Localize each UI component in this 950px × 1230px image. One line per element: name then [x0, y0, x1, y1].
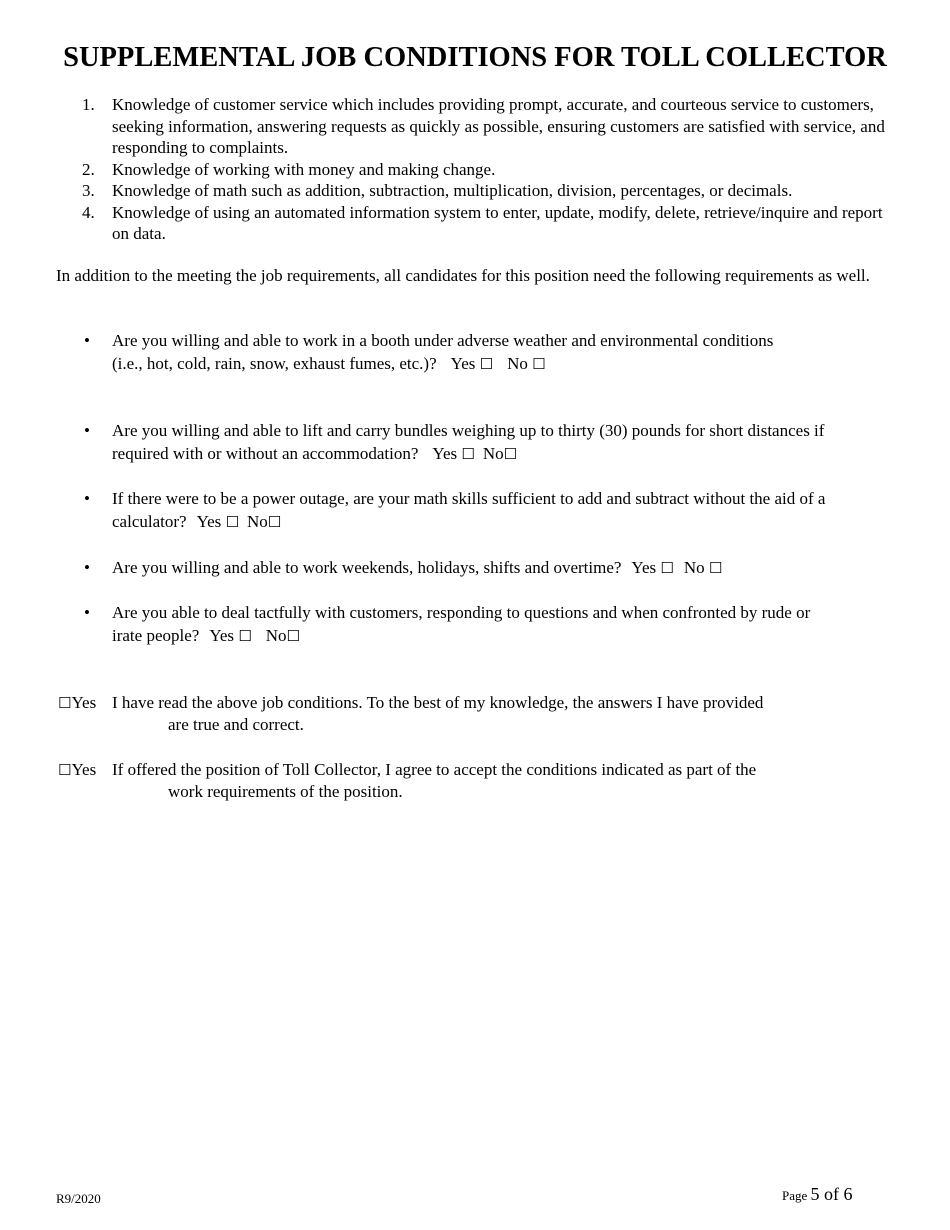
- confirm-yes-label: Yes: [71, 693, 97, 712]
- condition-line: (i.e., hot, cold, rain, snow, exhaust fumes, etc.)?: [112, 353, 437, 373]
- checkbox-icon[interactable]: ☐: [503, 444, 518, 463]
- condition-line: Are you willing and able to work weekends, holidays, shifts and overtime?: [112, 558, 622, 577]
- page-title: SUPPLEMENTAL JOB CONDITIONS FOR TOLL COLLECTOR: [63, 42, 887, 73]
- requirement-text: Knowledge of customer service which includes providing prompt, accurate, and courteous service to customers, seeking information, answering requests as quickly as possible, ensuring customers are satisfied with service, and responding to complaints.: [112, 95, 885, 157]
- checkbox-icon[interactable]: ☐: [532, 354, 546, 373]
- checkbox-icon[interactable]: ☐: [238, 626, 252, 645]
- no-label: No: [683, 558, 705, 577]
- confirmation-text: I have read the above job conditions. To the best of my knowledge, the answers I have provided: [112, 693, 764, 712]
- condition-line: Are you willing and able to lift and carry bundles weighing up to thirty (30) pounds for short distances if: [112, 421, 825, 440]
- confirmation-text: work requirements of the position.: [168, 782, 403, 801]
- no-option[interactable]: [507, 354, 545, 373]
- yes-option[interactable]: [451, 354, 493, 373]
- page-number: 5 of 6: [810, 1184, 853, 1204]
- condition-line: Are you willing and able to work in a booth under adverse weather and environmental conditions: [112, 331, 774, 350]
- checkbox-icon[interactable]: ☐: [660, 559, 674, 577]
- no-label: No: [482, 443, 504, 463]
- yes-label: Yes: [209, 625, 235, 645]
- yes-label: Yes: [450, 353, 476, 373]
- condition-line: irate people?: [112, 625, 200, 645]
- yes-option[interactable]: [197, 512, 239, 531]
- no-label: No: [507, 353, 528, 373]
- revision-code: R9/2020: [56, 1191, 101, 1206]
- confirmation-text: are true and correct.: [168, 715, 304, 734]
- no-option[interactable]: [247, 512, 281, 531]
- condition-line: calculator?: [112, 511, 187, 531]
- requirement-number: 3.: [82, 181, 95, 200]
- confirm-yes-label: Yes: [71, 760, 97, 779]
- bullet-icon: •: [84, 331, 90, 350]
- condition-item-lifting: [82, 420, 902, 465]
- requirement-number: 2.: [82, 159, 95, 179]
- page-label: Page: [782, 1188, 808, 1203]
- bullet-icon: •: [84, 558, 90, 577]
- checkbox-icon[interactable]: ☐: [708, 559, 723, 577]
- requirement-item: [82, 159, 902, 181]
- page-indicator: [782, 1184, 853, 1207]
- yes-option[interactable]: [432, 444, 474, 463]
- yes-label: Yes: [196, 511, 222, 531]
- bullet-icon: •: [84, 421, 90, 440]
- checkbox-icon[interactable]: ☐: [267, 512, 282, 531]
- condition-item-schedule: [82, 557, 902, 580]
- yes-label: Yes: [432, 443, 458, 463]
- yes-option[interactable]: [209, 626, 251, 645]
- no-option[interactable]: [266, 626, 300, 645]
- bullet-icon: •: [84, 603, 90, 622]
- intro-paragraph: In addition to the meeting the job requirements, all candidates for this position need the following requirements as well.: [56, 266, 870, 285]
- no-label: No: [247, 511, 268, 531]
- condition-line: If there were to be a power outage, are your math skills sufficient to add and subtract without the aid of a: [112, 489, 826, 508]
- requirement-number: 1.: [82, 95, 95, 114]
- condition-item-customers: [82, 602, 902, 647]
- no-label: No: [265, 625, 287, 645]
- yes-option[interactable]: [631, 558, 673, 577]
- requirement-text: Knowledge of using an automated information system to enter, update, modify, delete, retrieve/inquire and report on data.: [112, 202, 883, 243]
- requirement-item: [82, 180, 902, 202]
- condition-line: Are you able to deal tactfully with customers, responding to questions and when confronted by rude or: [112, 603, 811, 622]
- requirement-text: Knowledge of working with money and making change.: [112, 159, 496, 179]
- checkbox-icon[interactable]: ☐: [58, 761, 72, 779]
- checkbox-icon[interactable]: ☐: [225, 512, 240, 531]
- no-option[interactable]: [684, 558, 722, 577]
- condition-line: required with or without an accommodation?: [112, 443, 419, 463]
- bullet-icon: •: [84, 489, 90, 508]
- requirement-text: Knowledge of math such as addition, subtraction, multiplication, division, percentages, or decimals.: [112, 181, 793, 200]
- requirements-list: [82, 94, 902, 245]
- condition-item-math: [82, 488, 902, 533]
- checkbox-icon[interactable]: ☐: [286, 626, 300, 645]
- condition-item-weather: [82, 330, 902, 375]
- checkbox-icon[interactable]: ☐: [479, 354, 494, 373]
- confirm-yes-option[interactable]: [58, 759, 96, 782]
- confirmation-text: If offered the position of Toll Collector, I agree to accept the conditions indicated as part of the: [112, 760, 757, 779]
- checkbox-icon[interactable]: ☐: [58, 694, 72, 712]
- requirement-number: 4.: [82, 202, 95, 222]
- no-option[interactable]: [483, 444, 517, 463]
- confirm-yes-option[interactable]: [58, 692, 96, 715]
- yes-label: Yes: [631, 558, 657, 577]
- requirement-item: [82, 202, 902, 245]
- checkbox-icon[interactable]: ☐: [461, 444, 475, 463]
- requirement-item: [82, 94, 902, 159]
